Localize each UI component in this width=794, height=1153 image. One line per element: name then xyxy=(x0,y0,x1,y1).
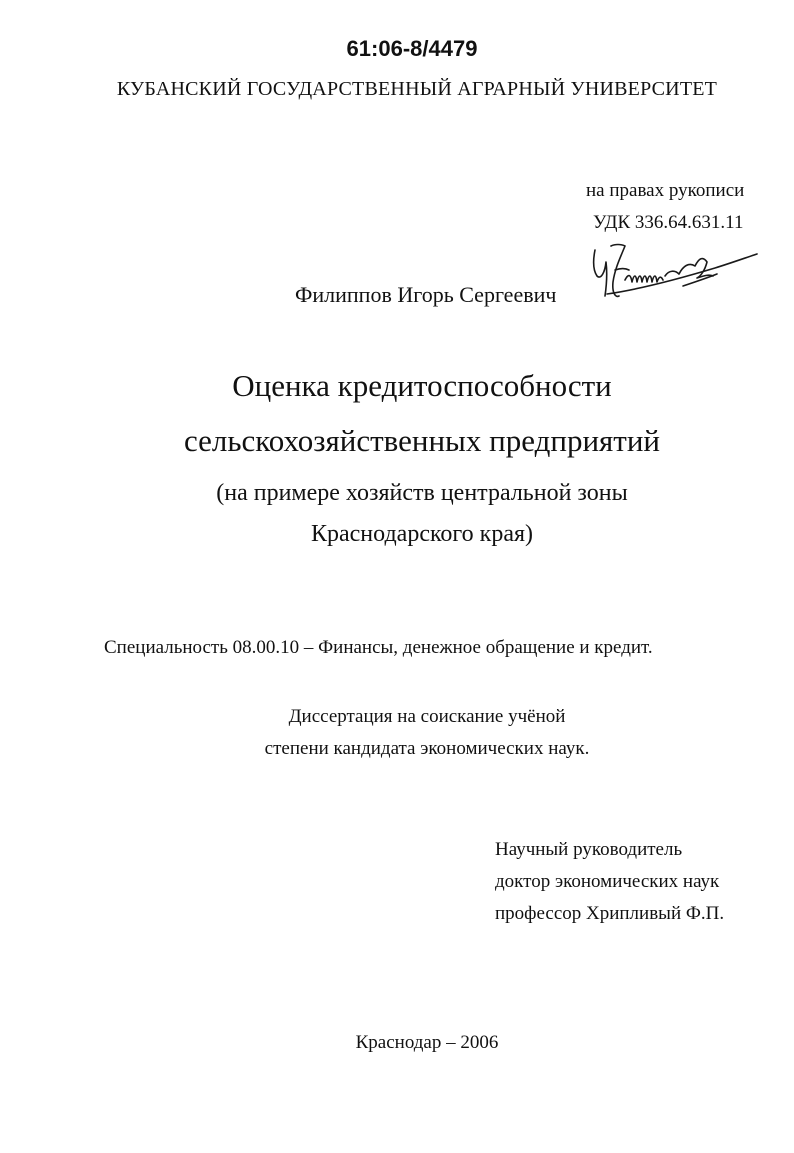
advisor-role: Научный руководитель xyxy=(495,839,683,860)
dissertation-line-1: Диссертация на соискание учёной xyxy=(288,706,566,727)
dissertation-line-2: степени кандидата экономических наук. xyxy=(264,738,590,759)
thesis-subtitle-line-1: (на примере хозяйств центральной зоны xyxy=(216,480,628,506)
archive-stamp-number: 61:06-8/4479 xyxy=(346,36,478,61)
udk-code: УДК 336.64.631.11 xyxy=(593,212,744,233)
advisor-degree: доктор экономических наук xyxy=(495,871,720,892)
thesis-subtitle-line-2: Краснодарского края) xyxy=(310,521,533,547)
thesis-title-line-2: сельскохозяйственных предприятий xyxy=(183,423,661,458)
advisor-name: профессор Хрипливый Ф.П. xyxy=(495,903,725,924)
handwritten-signature xyxy=(585,236,765,308)
manuscript-rights: на правах рукописи xyxy=(586,180,745,201)
thesis-title-line-1: Оценка кредитоспособности xyxy=(232,368,612,403)
author-name: Филиппов Игорь Сергеевич xyxy=(295,282,557,307)
city-and-year: Краснодар – 2006 xyxy=(355,1032,499,1053)
university-name: КУБАНСКИЙ ГОСУДАРСТВЕННЫЙ АГРАРНЫЙ УНИВЕРСИТЕТ xyxy=(116,78,718,100)
specialty-line: Специальность 08.00.10 – Финансы, денежное обращение и кредит. xyxy=(104,637,653,658)
